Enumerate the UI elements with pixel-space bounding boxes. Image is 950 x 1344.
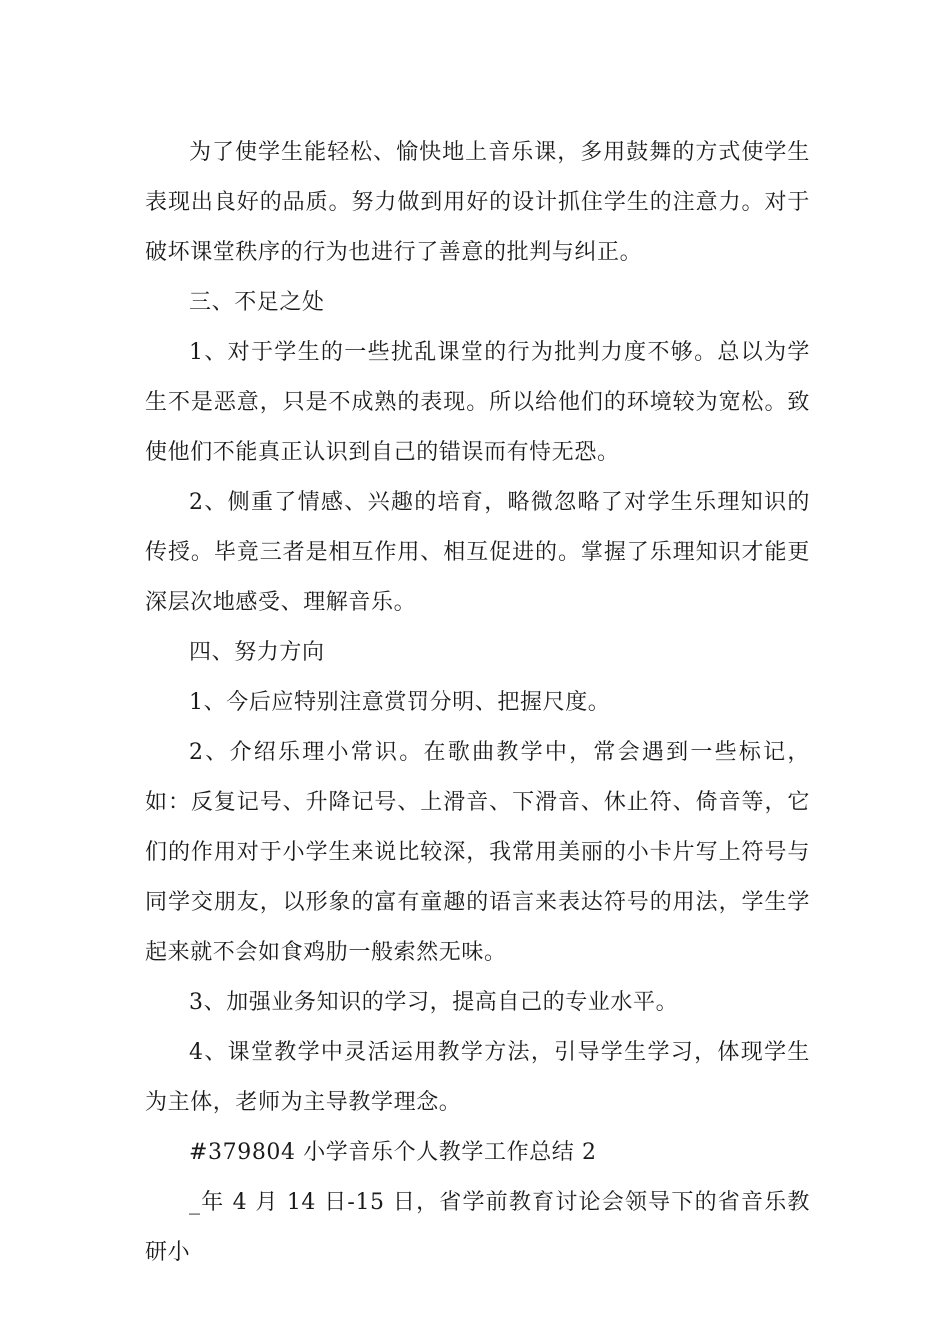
paragraph-direction-2: 2、介绍乐理小常识。在歌曲教学中，常会遇到一些标记，如：反复记号、升降记号、上滑音、下滑音、休止符、倚音等，它们的作用对于小学生来说比较深，我常用美丽的小卡片写上符号与同学交朋友，以形象的富有童趣的语言来表达符号的用法，学生学起来就不会如食鸡肋一般索然无味。 <box>145 740 810 965</box>
paragraph-direction-4: 4、课堂教学中灵活运用教学方法，引导学生学习，体现学生为主体，老师为主导教学理念。 <box>145 1040 810 1115</box>
document-body <box>145 128 810 1278</box>
paragraph-direction-1: 1、今后应特别注意赏罚分明、把握尺度。 <box>189 690 611 715</box>
paragraph-shortcoming-2: 2、侧重了情感、兴趣的培育，略微忽略了对学生乐理知识的传授。毕竟三者是相互作用、相互促进的。掌握了乐理知识才能更深层次地感受、理解音乐。 <box>145 490 810 615</box>
paragraph-summary-2-start: _年 4 月 14 日-15 日，省学前教育讨论会领导下的省音乐教研小 <box>145 1190 810 1265</box>
section-heading-directions: 四、努力方向 <box>189 640 325 665</box>
paragraph-shortcoming-1: 1、对于学生的一些扰乱课堂的行为批判力度不够。总以为学生不是恶意，只是不成熟的表现。所以给他们的环境较为宽松。致使他们不能真正认识到自己的错误而有恃无恐。 <box>145 340 810 465</box>
paragraph-direction-3: 3、加强业务知识的学习，提高自己的专业水平。 <box>189 990 679 1015</box>
section-heading-shortcomings: 三、不足之处 <box>189 290 325 315</box>
paragraph-classroom-encouragement: 为了使学生能轻松、愉快地上音乐课，多用鼓舞的方式使学生表现出良好的品质。努力做到用好的设计抓住学生的注意力。对于破坏课堂秩序的行为也进行了善意的批判与纠正。 <box>145 140 810 265</box>
document-subtitle: #379804 小学音乐个人教学工作总结 2 <box>189 1140 597 1165</box>
